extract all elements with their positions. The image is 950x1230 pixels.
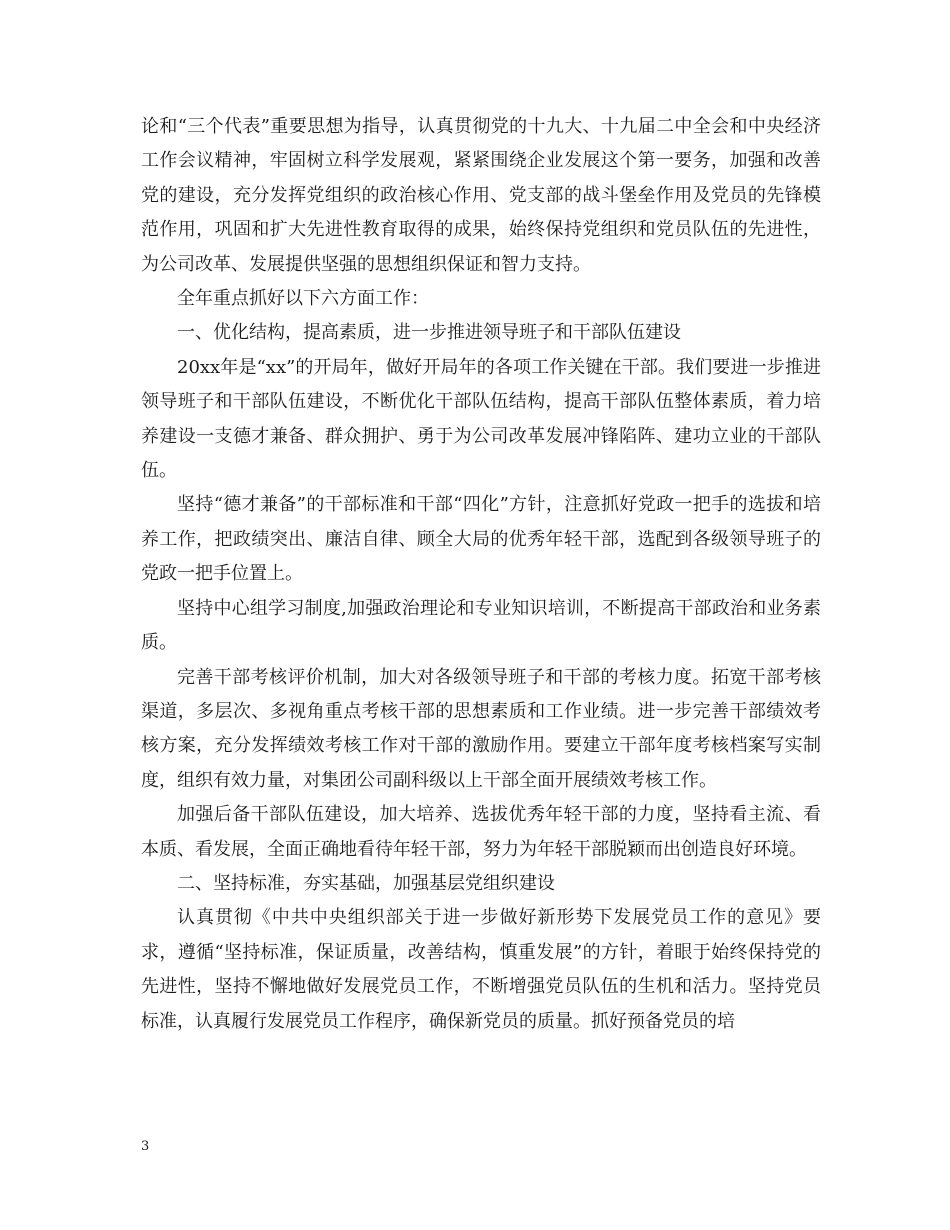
paragraph: 坚持“德才兼备”的干部标准和干部“四化”方针，注意抓好党政一把手的选拔和培养工作，把政绩突出、廉洁自律、顾全大局的优秀年轻干部，选配到各级领导班子的党政一把手位置上。	[141, 494, 821, 585]
paragraph: 认真贯彻《中共中央组织部关于进一步做好新形势下发展党员工作的意见》要求，遵循“坚持标准，保证质量，改善结构，慎重发展”的方针，着眼于始终保持党的先进性，坚持不懈地做好发展党员工作，不断增强党员队伍的生机和活力。坚持党员标准，认真履行发展党员工作程序，确保新党员的质量。抓好预备党员的培	[141, 907, 821, 1032]
section-heading-1: 一、优化结构，提高素质，进一步推进领导班子和干部队伍建设	[177, 322, 681, 344]
paragraph: 加强后备干部队伍建设，加大培养、选拔优秀年轻干部的力度，坚持看主流、看本质、看发展，全面正确地看待年轻干部，努力为年轻干部脱颖而出创造良好环境。	[141, 804, 821, 860]
paragraph: 20xx年是“xx”的开局年，做好开局年的各项工作关键在干部。我们要进一步推进领导班子和干部队伍建设，不断优化干部队伍结构，提高干部队伍整体素质，着力培养建设一支德才兼备、群众拥护、勇于为公司改革发展冲锋陷阵、建功立业的干部队伍。	[141, 356, 821, 482]
paragraph-summary: 全年重点抓好以下六方面工作：	[177, 288, 429, 310]
paragraph: 坚持中心组学习制度,加强政治理论和专业知识培训，不断提高干部政治和业务素质。	[141, 597, 821, 654]
document-body	[141, 110, 821, 1039]
paragraph: 完善干部考核评价机制，加大对各级领导班子和干部的考核力度。拓宽干部考核渠道，多层次、多视角重点考核干部的思想素质和工作业绩。进一步完善干部绩效考核方案，充分发挥绩效考核工作对干部的激励作用。要建立干部年度考核档案写实制度，组织有效力量，对集团公司副科级以上干部全面开展绩效考核工作。	[141, 666, 821, 791]
paragraph-continuation: 论和“三个代表”重要思想为指导，认真贯彻党的十九大、十九届二中全会和中央经济工作会议精神，牢固树立科学发展观，紧紧围绕企业发展这个第一要务，加强和改善党的建设，充分发挥党组织的政治核心作用、党支部的战斗堡垒作用及党员的先锋模范作用，巩固和扩大先进性教育取得的成果，始终保持党组织和党员队伍的先进性，为公司改革、发展提供坚强的思想组织保证和智力支持。	[141, 116, 821, 275]
page-number: 3	[141, 1139, 150, 1154]
section-heading-2: 二、坚持标准，夯实基础，加强基层党组织建设	[177, 872, 555, 894]
